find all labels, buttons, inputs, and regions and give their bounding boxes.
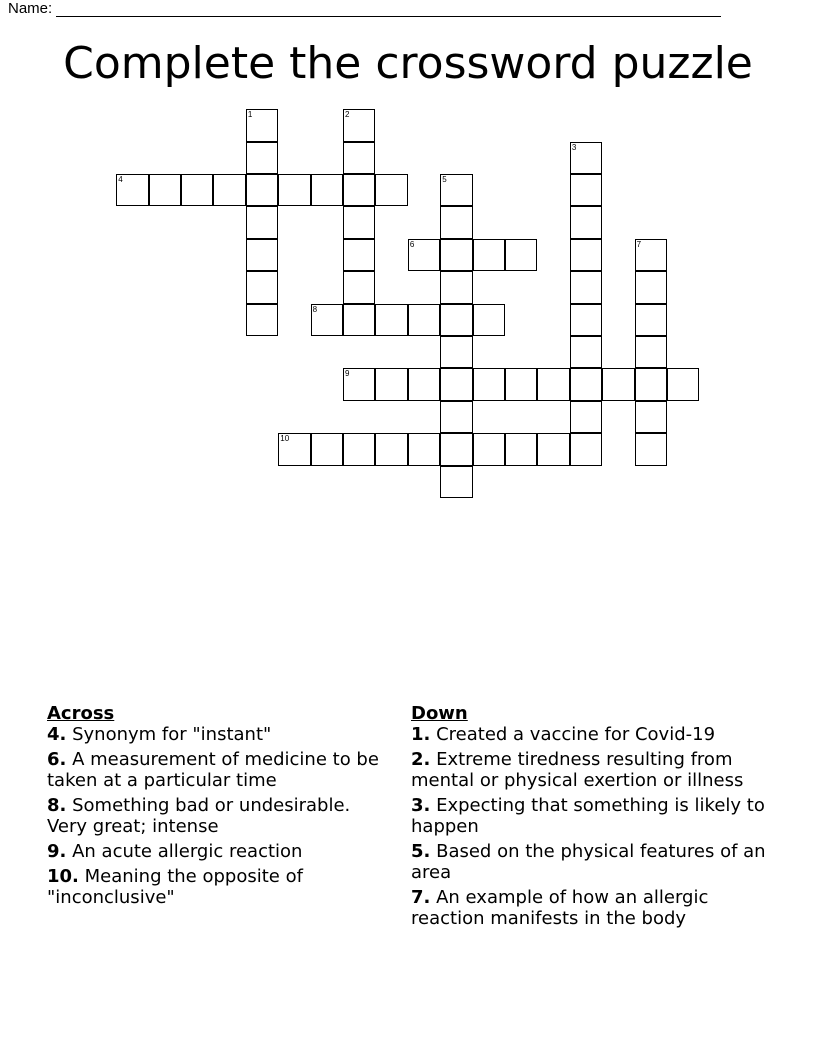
grid-cell[interactable] bbox=[505, 433, 537, 465]
grid-cell[interactable] bbox=[408, 239, 440, 271]
across-clue bbox=[47, 749, 392, 791]
across-heading: Across bbox=[47, 703, 115, 724]
grid-cell[interactable] bbox=[311, 304, 343, 336]
grid-cell[interactable] bbox=[505, 368, 537, 400]
grid-cell[interactable] bbox=[635, 304, 667, 336]
grid-cell[interactable] bbox=[246, 271, 278, 303]
name-line[interactable] bbox=[56, 2, 721, 17]
clue-text: Created a vaccine for Covid-19 bbox=[430, 724, 716, 745]
grid-cell[interactable] bbox=[570, 336, 602, 368]
grid-cell[interactable] bbox=[440, 368, 472, 400]
clue-text: Meaning the opposite of "inconclusive" bbox=[47, 866, 303, 908]
grid-cell[interactable] bbox=[343, 142, 375, 174]
grid-cell[interactable] bbox=[635, 368, 667, 400]
clue-text: Something bad or undesirable. Very great; intense bbox=[47, 795, 351, 837]
grid-cell[interactable] bbox=[343, 433, 375, 465]
grid-cell[interactable] bbox=[570, 239, 602, 271]
grid-cell[interactable] bbox=[635, 271, 667, 303]
clue-number: 9. bbox=[47, 841, 67, 862]
clue-number: 1. bbox=[411, 724, 431, 745]
grid-cell[interactable] bbox=[473, 433, 505, 465]
grid-cell[interactable] bbox=[570, 368, 602, 400]
grid-cell[interactable] bbox=[440, 336, 472, 368]
grid-cell[interactable] bbox=[570, 401, 602, 433]
across-clues bbox=[47, 703, 392, 912]
grid-cell[interactable] bbox=[635, 433, 667, 465]
grid-cell[interactable] bbox=[537, 368, 569, 400]
grid-cell[interactable] bbox=[440, 239, 472, 271]
grid-cell[interactable] bbox=[311, 174, 343, 206]
clue-number: 6 bbox=[409, 239, 415, 249]
grid-cell[interactable] bbox=[343, 304, 375, 336]
down-heading: Down bbox=[411, 703, 468, 724]
grid-cell[interactable] bbox=[278, 433, 310, 465]
grid-cell[interactable] bbox=[375, 433, 407, 465]
clue-number: 3 bbox=[571, 142, 577, 152]
clue-text: Based on the physical features of an area bbox=[411, 841, 766, 883]
grid-cell[interactable] bbox=[635, 336, 667, 368]
grid-cell[interactable] bbox=[246, 304, 278, 336]
across-clue bbox=[47, 724, 392, 745]
clue-number: 4. bbox=[47, 724, 67, 745]
down-clue bbox=[411, 887, 781, 929]
grid-cell[interactable] bbox=[635, 239, 667, 271]
down-clue bbox=[411, 841, 781, 883]
clue-number: 8. bbox=[47, 795, 67, 816]
grid-cell[interactable] bbox=[343, 271, 375, 303]
grid-cell[interactable] bbox=[213, 174, 245, 206]
grid-cell[interactable] bbox=[570, 174, 602, 206]
clue-number: 8 bbox=[312, 304, 318, 314]
grid-cell[interactable] bbox=[246, 174, 278, 206]
grid-cell[interactable] bbox=[311, 433, 343, 465]
grid-cell[interactable] bbox=[116, 174, 148, 206]
clue-text: Extreme tiredness resulting from mental or physical exertion or illness bbox=[411, 749, 744, 791]
grid-cell[interactable] bbox=[343, 368, 375, 400]
grid-cell[interactable] bbox=[343, 206, 375, 238]
down-clues bbox=[411, 703, 781, 933]
clue-number: 7. bbox=[411, 887, 431, 908]
grid-cell[interactable] bbox=[440, 206, 472, 238]
clue-number: 2. bbox=[411, 749, 431, 770]
grid-cell[interactable] bbox=[667, 368, 699, 400]
grid-cell[interactable] bbox=[570, 271, 602, 303]
grid-cell[interactable] bbox=[440, 271, 472, 303]
grid-cell[interactable] bbox=[246, 239, 278, 271]
grid-cell[interactable] bbox=[343, 109, 375, 141]
grid-cell[interactable] bbox=[570, 206, 602, 238]
grid-cell[interactable] bbox=[537, 433, 569, 465]
grid-cell[interactable] bbox=[473, 304, 505, 336]
grid-cell[interactable] bbox=[278, 174, 310, 206]
across-clue bbox=[47, 866, 392, 908]
clue-number: 10. bbox=[47, 866, 79, 887]
clue-number: 7 bbox=[636, 239, 642, 249]
clue-number: 6. bbox=[47, 749, 67, 770]
clue-text: An acute allergic reaction bbox=[66, 841, 303, 862]
grid-cell[interactable] bbox=[440, 304, 472, 336]
grid-cell[interactable] bbox=[343, 239, 375, 271]
grid-cell[interactable] bbox=[375, 304, 407, 336]
grid-cell[interactable] bbox=[375, 174, 407, 206]
clue-number: 10 bbox=[280, 434, 290, 444]
clue-text: A measurement of medicine to be taken at a particular time bbox=[47, 749, 379, 791]
grid-cell[interactable] bbox=[473, 368, 505, 400]
grid-cell[interactable] bbox=[440, 466, 472, 498]
clue-number: 9 bbox=[345, 369, 350, 379]
grid-cell[interactable] bbox=[149, 174, 181, 206]
down-clue bbox=[411, 724, 781, 745]
grid-cell[interactable] bbox=[440, 433, 472, 465]
grid-cell[interactable] bbox=[246, 109, 278, 141]
grid-cell[interactable] bbox=[505, 239, 537, 271]
grid-cell[interactable] bbox=[440, 174, 472, 206]
across-clue bbox=[47, 841, 392, 862]
grid-cell[interactable] bbox=[570, 142, 602, 174]
page-title: Complete the crossword puzzle bbox=[63, 38, 753, 89]
grid-cell[interactable] bbox=[375, 368, 407, 400]
name-field[interactable] bbox=[8, 0, 721, 17]
down-clue bbox=[411, 795, 781, 837]
grid-cell[interactable] bbox=[408, 368, 440, 400]
clue-number: 5 bbox=[442, 175, 447, 185]
grid-cell[interactable] bbox=[440, 401, 472, 433]
clue-number: 2 bbox=[345, 110, 350, 120]
grid-cell[interactable] bbox=[473, 239, 505, 271]
name-label: Name: bbox=[8, 0, 53, 17]
clue-text: Synonym for "instant" bbox=[66, 724, 272, 745]
clue-number: 4 bbox=[118, 175, 123, 185]
down-clue bbox=[411, 749, 781, 791]
grid-cell[interactable] bbox=[602, 368, 634, 400]
grid-cell[interactable] bbox=[408, 433, 440, 465]
across-clue bbox=[47, 795, 392, 837]
clue-number: 3. bbox=[411, 795, 431, 816]
grid-cell[interactable] bbox=[246, 206, 278, 238]
grid-cell[interactable] bbox=[570, 433, 602, 465]
clue-text: An example of how an allergic reaction manifests in the body bbox=[411, 887, 709, 929]
grid-cell[interactable] bbox=[246, 142, 278, 174]
grid-cell[interactable] bbox=[635, 401, 667, 433]
clue-text: Expecting that something is likely to happen bbox=[411, 795, 765, 837]
grid-cell[interactable] bbox=[181, 174, 213, 206]
clue-number: 5. bbox=[411, 841, 431, 862]
grid-cell[interactable] bbox=[343, 174, 375, 206]
grid-cell[interactable] bbox=[408, 304, 440, 336]
grid-cell[interactable] bbox=[570, 304, 602, 336]
clue-number: 1 bbox=[247, 110, 253, 120]
